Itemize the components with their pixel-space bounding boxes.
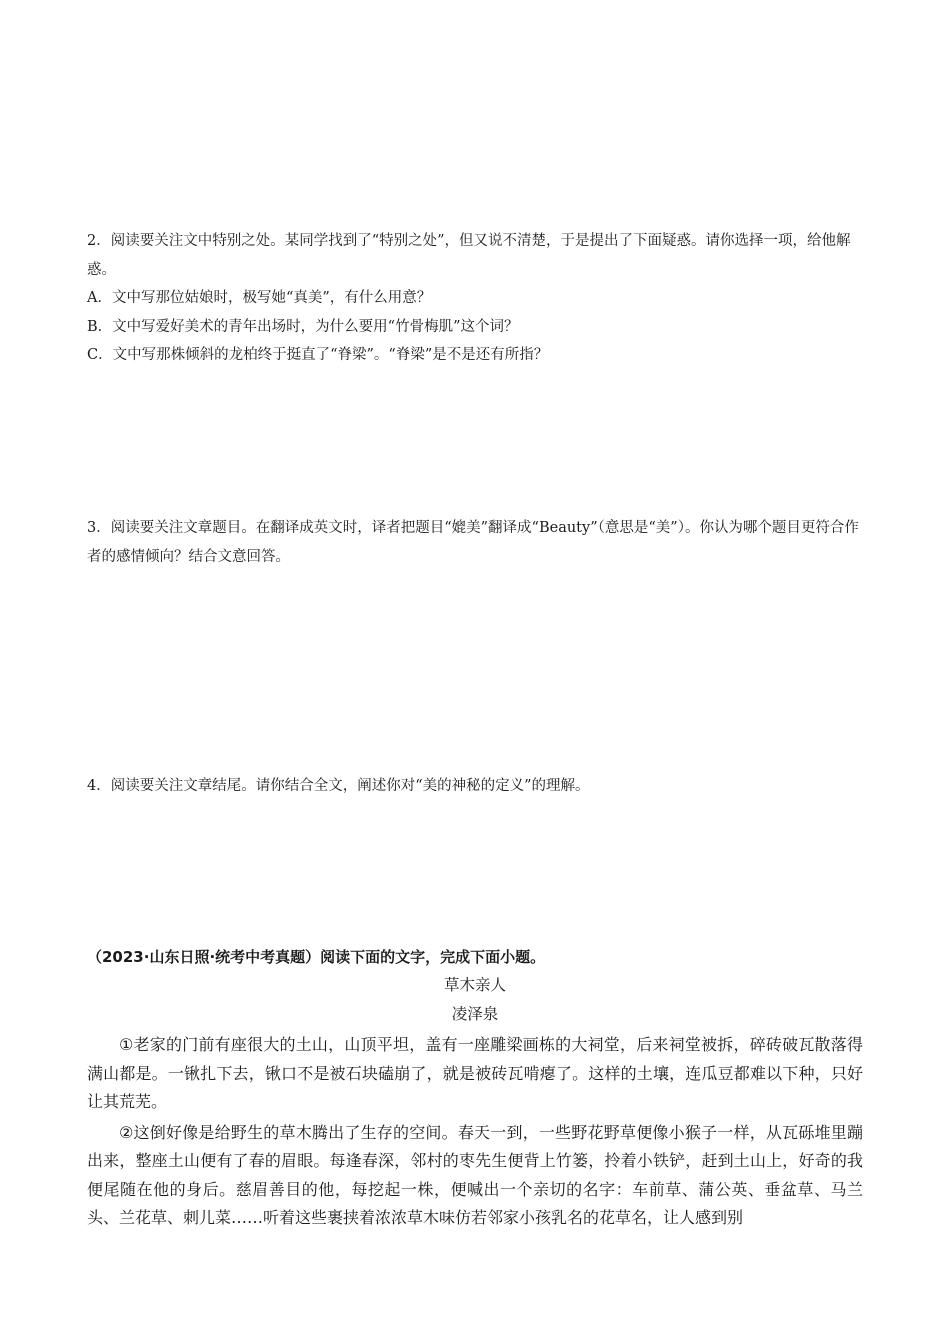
question-4: [87, 772, 867, 801]
question-2-option-c: C．文中写那株倾斜的龙柏终于挺直了“脊梁”。“脊梁”是不是还有所指？: [87, 347, 549, 363]
article-title: 草木亲人: [443, 976, 506, 994]
section-heading: （2023·山东日照·统考中考真题）阅读下面的文字，完成下面小题。: [87, 948, 546, 966]
article-author: 凌泽泉: [451, 1005, 499, 1023]
question-3-stem: 3．阅读要关注文章题目。在翻译成英文时，译者把题目“媲美”翻译成“Beauty”（意思是“美”）。你认为哪个题目更符合作者的感情倾向？结合文意回答。: [87, 520, 859, 565]
article-body: [87, 1031, 863, 1235]
question-2-option-b: B．文中写爱好美术的青年出场时，为什么要用“竹骨梅肌”这个词？: [87, 318, 519, 335]
article-paragraph-1: ①老家的门前有座很大的土山，山顶平坦，盖有一座雕梁画栋的大祠堂，后来祠堂被拆，碎砖破瓦散落得满山都是。一锹扎下去，锹口不是被石块磕崩了，就是被砖瓦啃瘪了。这样的土壤，连瓜豆都难以下种，只好让其荒芜。: [87, 1035, 863, 1111]
question-4-stem: 4．阅读要关注文章结尾。请你结合全文，阐述你对“美的神秘的定义”的理解。: [87, 778, 590, 794]
question-2-option-a: A．文中写那位姑娘时，极写她“真美”，有什么用意？: [87, 290, 432, 306]
question-2: [87, 227, 867, 370]
article-paragraph-2: ②这倒好像是给野生的草木腾出了生存的空间。春天一到，一些野花野草便像小猴子一样，从瓦砾堆里蹦出来，整座土山便有了春的眉眼。每逢春深，邻村的枣先生便背上竹篓，拎着小铁铲，赶到土山上，好奇的我便尾随在他的身后。慈眉善目的他，每挖起一株，便喊出一个亲切的名字：车前草、蒲公英、垂盆草、马兰头、兰花草、刺儿菜……听着这些裹挟着浓浓草木味仿若邻家小孩乳名的花草名，让人感到别: [87, 1122, 863, 1227]
question-2-stem: 2．阅读要关注文中特别之处。某同学找到了“特别之处”，但又说不清楚，于是提出了下面疑惑。请你选择一项，给他解惑。: [87, 233, 851, 278]
question-3: [87, 514, 867, 571]
